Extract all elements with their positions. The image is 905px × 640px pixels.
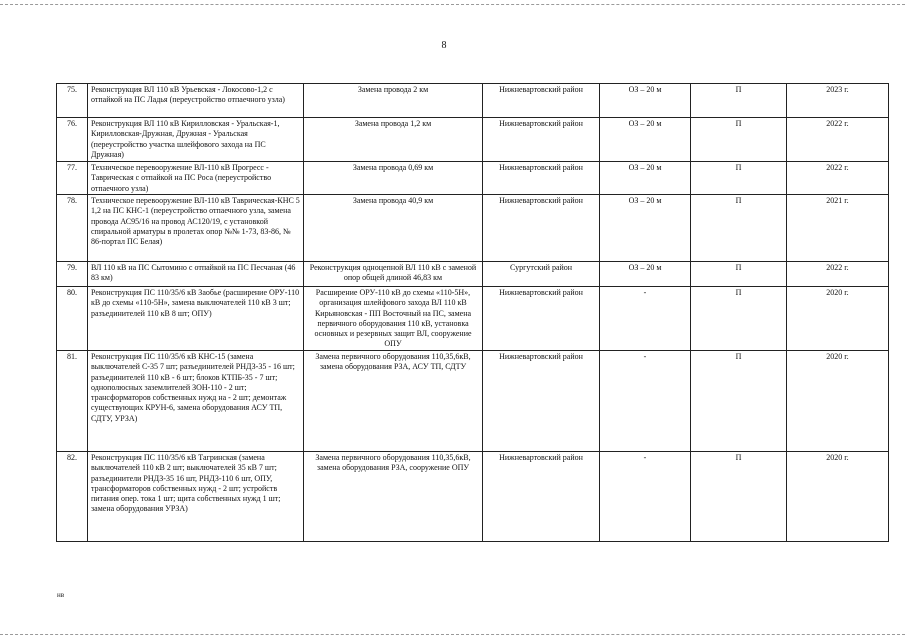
- table-row: [57, 287, 889, 351]
- status-cell: П: [691, 84, 787, 118]
- table-row: [57, 162, 889, 195]
- row-number-cell: 78.: [57, 195, 88, 262]
- object-name-cell: Реконструкция ВЛ 110 кВ Кирилловская - Уральская-1, Кирилловская-Дружная, Дружная - Уральская (переустройство участка шлейфового захода на ПС Дружная): [88, 118, 304, 162]
- protection-zone-cell: ОЗ – 20 м: [600, 262, 691, 287]
- object-name-cell: Реконструкция ПС 110/35/6 кВ КНС-15 (замена выключателей С-35 7 шт; разъединителей РНДЗ-35 - 16 шт; разъединителей 110 кВ - 6 шт; блоков КТПБ-35 - 7 шт; однополюсных заземлителей ЗОН-110 - 2 шт; трансформаторов собственных нужд на - 2 шт; демонтаж существующих КРУН-6, замена оборудования АСУ ТП, СДТУ, УРЗА): [88, 351, 304, 452]
- footer-note: нв: [57, 591, 65, 599]
- row-number-cell: 80.: [57, 287, 88, 351]
- protection-zone-cell: ОЗ – 20 м: [600, 162, 691, 195]
- district-cell: Нижневартовский район: [483, 84, 600, 118]
- row-number-cell: 82.: [57, 452, 88, 542]
- scan-edge-bottom: [0, 634, 905, 635]
- protection-zone-cell: -: [600, 351, 691, 452]
- row-number-cell: 79.: [57, 262, 88, 287]
- district-cell: Сургутский район: [483, 262, 600, 287]
- row-number-cell: 81.: [57, 351, 88, 452]
- year-cell: 2020 г.: [787, 351, 889, 452]
- district-cell: Нижневартовский район: [483, 118, 600, 162]
- row-number-cell: 75.: [57, 84, 88, 118]
- status-cell: П: [691, 195, 787, 262]
- status-cell: П: [691, 262, 787, 287]
- work-description-cell: Замена первичного оборудования 110,35,6кВ, замена оборудования РЗА, АСУ ТП, СДТУ: [304, 351, 483, 452]
- year-cell: 2023 г.: [787, 84, 889, 118]
- protection-zone-cell: ОЗ – 20 м: [600, 84, 691, 118]
- table-row: [57, 84, 889, 118]
- year-cell: 2021 г.: [787, 195, 889, 262]
- registry-table: [56, 83, 889, 542]
- work-description-cell: Замена провода 0,69 км: [304, 162, 483, 195]
- status-cell: П: [691, 162, 787, 195]
- district-cell: Нижневартовский район: [483, 452, 600, 542]
- table-row: [57, 351, 889, 452]
- district-cell: Нижневартовский район: [483, 195, 600, 262]
- work-description-cell: Замена провода 1,2 км: [304, 118, 483, 162]
- work-description-cell: Расширение ОРУ-110 кВ до схемы «110-5Н», организация шлейфового захода ВЛ 110 кВ Кирьяновская - ПП Восточный на ПС, замена первичного оборудования 110 кВ, установка основных и резервных защит ВЛ, сооружение ОПУ: [304, 287, 483, 351]
- table-row: [57, 195, 889, 262]
- row-number-cell: 77.: [57, 162, 88, 195]
- year-cell: 2022 г.: [787, 118, 889, 162]
- protection-zone-cell: ОЗ – 20 м: [600, 195, 691, 262]
- scan-edge-top: [0, 4, 905, 5]
- year-cell: 2022 г.: [787, 162, 889, 195]
- table-row: [57, 452, 889, 542]
- district-cell: Нижневартовский район: [483, 287, 600, 351]
- table-row: [57, 262, 889, 287]
- protection-zone-cell: ОЗ – 20 м: [600, 118, 691, 162]
- status-cell: П: [691, 118, 787, 162]
- year-cell: 2020 г.: [787, 452, 889, 542]
- work-description-cell: Реконструкция одноцепной ВЛ 110 кВ с заменой опор общей длиной 46,83 км: [304, 262, 483, 287]
- work-description-cell: Замена провода 2 км: [304, 84, 483, 118]
- protection-zone-cell: -: [600, 287, 691, 351]
- status-cell: П: [691, 287, 787, 351]
- table-row: [57, 118, 889, 162]
- object-name-cell: ВЛ 110 кВ на ПС Сытомино с отпайкой на ПС Песчаная (46 83 км): [88, 262, 304, 287]
- year-cell: 2022 г.: [787, 262, 889, 287]
- district-cell: Нижневартовский район: [483, 162, 600, 195]
- row-number-cell: 76.: [57, 118, 88, 162]
- district-cell: Нижневартовский район: [483, 351, 600, 452]
- protection-zone-cell: -: [600, 452, 691, 542]
- object-name-cell: Техническое перевооружение ВЛ-110 кВ Прогресс - Таврическая с отпайкой на ПС Роса (переустройство отпаечного узла): [88, 162, 304, 195]
- object-name-cell: Реконструкция ВЛ 110 кВ Урьевская - Локосово-1,2 с отпайкой на ПС Ладья (переустройство отпаечного узла): [88, 84, 304, 118]
- object-name-cell: Реконструкция ПС 110/35/6 кВ Тагринская (замена выключателей 110 кВ 2 шт; выключателей 35 кВ 7 шт; разъединители РНДЗ-35 16 шт, РНДЗ-110 6 шт, ОПУ, трансформаторов собственных нужд - 2 шт; устройств питания опер. тока 1 шт; щита собственных нужд 1 шт; замена оборудования УРЗА): [88, 452, 304, 542]
- year-cell: 2020 г.: [787, 287, 889, 351]
- work-description-cell: Замена первичного оборудования 110,35,6кВ, замена оборудования РЗА, сооружение ОПУ: [304, 452, 483, 542]
- object-name-cell: Реконструкция ПС 110/35/6 кВ Заобье (расширение ОРУ-110 кВ до схемы «110-5Н», замена выключателей 110 кВ 3 шт; разъединителей 110 кВ 8 шт; ОПУ): [88, 287, 304, 351]
- status-cell: П: [691, 452, 787, 542]
- page-number: 8: [441, 40, 447, 51]
- status-cell: П: [691, 351, 787, 452]
- object-name-cell: Техническое перевооружение ВЛ-110 кВ Таврическая-КНС 5 1,2 на ПС КНС-1 (переустройство отпаечного узла, замена провода АС95/16 на провод АС120/19, с установкой спиральной арматуры в пролетах опор №№ 1-73, 83-86, № 86-портал ПС Белая): [88, 195, 304, 262]
- work-description-cell: Замена провода 40,9 км: [304, 195, 483, 262]
